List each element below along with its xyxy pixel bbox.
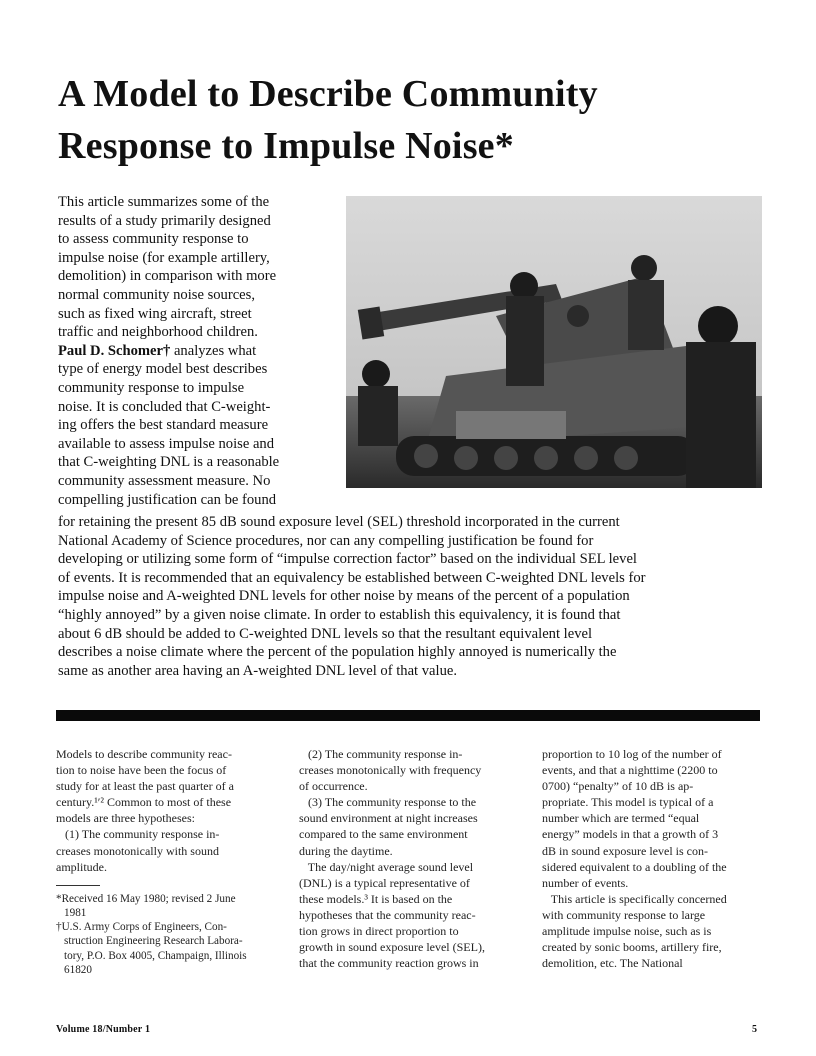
abstract-bottom (58, 513, 778, 680)
abstract-top (58, 193, 328, 509)
body-line: (1) The community response in- (56, 827, 220, 842)
body-column-2 (299, 746, 517, 971)
abstract-line: National Academy of Science procedures, nor can any compelling justification be found for (58, 532, 594, 549)
body-line: Models to describe community reac- (56, 747, 232, 761)
body-line: hypotheses that the community reac- (299, 907, 476, 922)
body-line: amplitude. (56, 859, 107, 874)
body-line: creases monotonically with sound (56, 843, 219, 858)
body-line: (2) The community response in- (299, 747, 463, 761)
page-number: 5 (752, 1024, 757, 1035)
footnote-line: struction Engineering Research Labora- (64, 935, 243, 948)
body-line: number of events. (542, 875, 629, 890)
body-line: demolition, etc. The National (542, 956, 683, 971)
abstract-line: normal community noise sources, (58, 286, 255, 303)
body-line: energy” models in that a growth of 3 (542, 827, 719, 842)
article-title (58, 68, 778, 172)
abstract-line: “highly annoyed” by a given noise climate. In order to establish this equivalency, it is found that (58, 606, 621, 623)
body-column-1 (56, 746, 274, 977)
author-name: Paul D. Schomer† (58, 342, 171, 359)
body-line: compared to the same environment (299, 827, 468, 842)
body-line: during the daytime. (299, 843, 393, 858)
section-divider (56, 710, 760, 721)
abstract-line: that C-weighting DNL is a reasonable (58, 454, 280, 471)
body-line: events, and that a nighttime (2200 to (542, 763, 718, 778)
title-line-2: Response to Impulse Noise* (58, 125, 514, 167)
body-line: The day/night average sound level (299, 859, 474, 874)
body-line: study for at least the past quarter of a (56, 779, 234, 794)
body-line: growth in sound exposure level (SEL), (299, 940, 485, 955)
body-line: created by sonic booms, artillery fire, (542, 940, 722, 955)
abstract-line: community assessment measure. No (58, 472, 271, 489)
abstract-line: ing offers the best standard measure (58, 417, 269, 434)
abstract-line: describes a noise climate where the percent of the population highly annoyed is numerically the (58, 644, 617, 661)
title-line-1: A Model to Describe Community (58, 73, 598, 115)
abstract-line: same as another area having an A-weighted DNL level of that value. (58, 662, 458, 679)
body-line: creases monotonically with frequency (299, 763, 482, 778)
author-line-rest: analyzes what (170, 342, 257, 359)
abstract-line: demolition) in comparison with more (58, 268, 277, 285)
body-line: of occurrence. (299, 779, 368, 794)
body-line: proportion to 10 log of the number of (542, 747, 722, 761)
abstract-line: traffic and neighborhood children. (58, 324, 258, 341)
footnote-line: 1981 (64, 906, 87, 919)
footnote-line: *Received 16 May 1980; revised 2 June (56, 892, 236, 905)
abstract-line: about 6 dB should be added to C-weighted DNL levels so that the resultant equivalent level (58, 625, 593, 642)
body-line: (3) The community response to the (299, 795, 477, 810)
footnote-line: 61820 (64, 963, 92, 976)
body-column-3 (542, 746, 760, 971)
body-line: with community response to large (542, 907, 706, 922)
abstract-line: This article summarizes some of the (58, 194, 270, 210)
abstract-line: available to assess impulse noise and (58, 435, 275, 452)
abstract-line: results of a study primarily designed (58, 212, 271, 229)
abstract-line: impulse noise (for example artillery, (58, 249, 270, 266)
body-line: that the community reaction grows in (299, 956, 479, 971)
body-line: dB in sound exposure level is con- (542, 843, 708, 858)
abstract-line: to assess community response to (58, 231, 249, 248)
body-line: number which are termed “equal (542, 811, 700, 826)
abstract-line: type of energy model best describes (58, 361, 268, 378)
footnote-line: tory, P.O. Box 4005, Champaign, Illinois (64, 949, 247, 962)
abstract-line: of events. It is recommended that an equivalency be established between C-weighted DNL levels for (58, 569, 646, 586)
journal-volume: Volume 18/Number 1 (56, 1024, 151, 1035)
abstract-line: such as fixed wing aircraft, street (58, 305, 252, 322)
abstract-line: impulse noise and A-weighted DNL levels for other noise by means of the percent of a population (58, 588, 630, 605)
body-line: models are three hypotheses: (56, 811, 195, 826)
body-line: sidered equivalent to a doubling of the (542, 859, 727, 874)
body-line: propriate. This model is typical of a (542, 795, 714, 810)
body-line: century.¹′² Common to most of these (56, 795, 232, 810)
body-line: these models.³ It is based on the (299, 891, 453, 906)
abstract-line: for retaining the present 85 dB sound exposure level (SEL) threshold incorporated in the current (58, 514, 620, 530)
abstract-line: noise. It is concluded that C-weight- (58, 398, 271, 415)
body-line: sound environment at night increases (299, 811, 478, 826)
artillery-photo-icon (346, 196, 762, 488)
artillery-photo (346, 196, 762, 488)
footnotes (56, 892, 274, 977)
body-line: (DNL) is a typical representative of (299, 875, 470, 890)
body-line: tion to noise have been the focus of (56, 763, 227, 778)
body-line: 0700) “penalty” of 10 dB is ap- (542, 779, 694, 794)
abstract-line: community response to impulse (58, 379, 245, 396)
abstract-line: compelling justification can be found (58, 491, 277, 508)
abstract-author-line (58, 342, 328, 361)
footnote-rule (56, 885, 100, 886)
body-line: amplitude impulse noise, such as is (542, 924, 712, 939)
body-line: tion grows in direct proportion to (299, 924, 459, 939)
footnote-line: †U.S. Army Corps of Engineers, Con- (56, 921, 227, 934)
body-line: This article is specifically concerned (542, 891, 727, 906)
abstract-line: developing or utilizing some form of “impulse correction factor” based on the individual SEL level (58, 551, 637, 568)
